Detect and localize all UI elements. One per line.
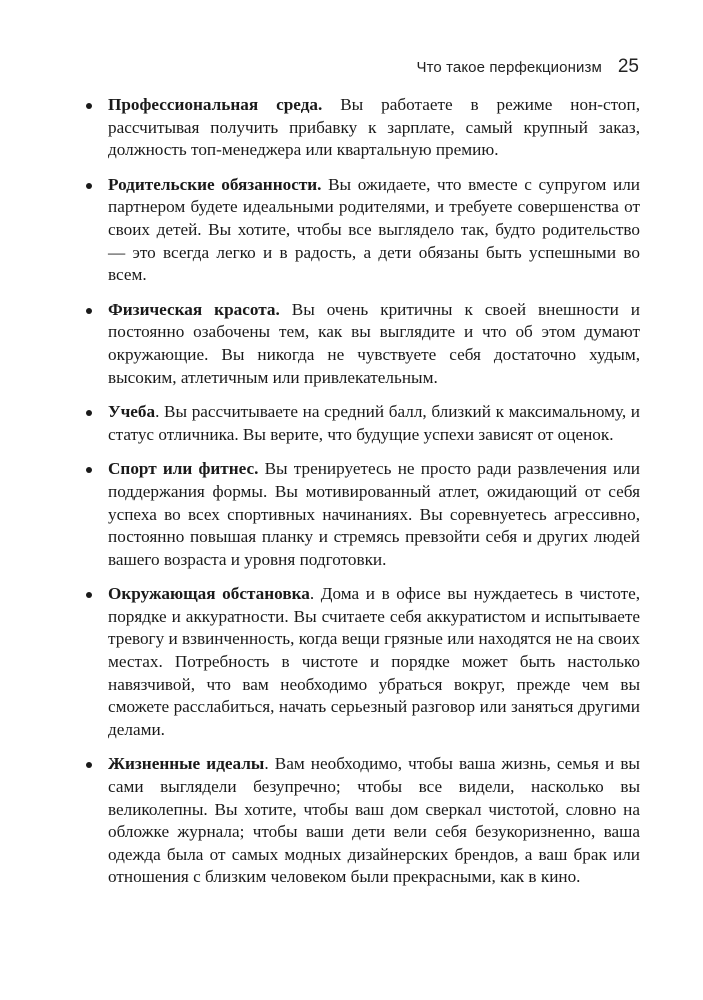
item-term: Окружающая обстановка bbox=[108, 584, 310, 604]
page-number: 25 bbox=[617, 56, 639, 77]
list-item bbox=[84, 174, 640, 287]
item-term: Спорт или фитнес. bbox=[108, 459, 259, 479]
list-item bbox=[84, 583, 640, 741]
item-term: Физическая красота. bbox=[108, 299, 280, 319]
running-title: Что такое перфекционизм bbox=[416, 59, 602, 76]
item-text: . Вы рассчитываете на средний балл, близкий к максимальному, и статус отличника. Вы верите, что будущие успехи зависят от оценок. bbox=[108, 402, 640, 444]
item-text: Вы ожидаете, что вместе с супругом или партнером будете идеальными родителями, и требуете совершенства от своих детей. Вы хотите, чтобы все выглядело так, будто родительство — это всегда легко и в радость, а дети обязаны быть успешными во всем. bbox=[108, 174, 640, 285]
item-term: Родительские обязанности. bbox=[108, 174, 322, 194]
item-text: Вы тренируетесь не просто ради развлечения или поддержания формы. Вы мотивированный атлет, ожидающий от себя успеха во всех спортивных начинаниях. Вы соревнуетесь агрессивно, постоянно повышая планку и стремясь превзойти себя и других людей вашего возраста и уровня подготовки. bbox=[108, 459, 640, 569]
list-item bbox=[84, 401, 640, 446]
item-text: . Дома и в офисе вы нуждаетесь в чистоте, порядке и аккуратности. Вы считаете себя аккуратистом и испытываете тревогу и взвинченность, когда вещи грязные или находятся не на своих местах. Потребность в чистоте и порядке может быть настолько навязчивой, что вам необходимо убраться вокруг, прежде чем вы сможете расслабиться, начать серьезный разговор или заняться другими делами. bbox=[108, 584, 641, 739]
item-term: Учеба bbox=[108, 402, 156, 422]
item-text: Вы очень критичны к своей внешности и постоянно озабочены тем, как вы выглядите и что об этом думают окружающие. Вы никогда не чувствуете себя достаточно худым, высоким, атлетичным или привлекательным. bbox=[108, 299, 640, 387]
list-item bbox=[84, 753, 640, 889]
item-term: Жизненные идеалы bbox=[108, 754, 265, 774]
list-item bbox=[84, 94, 640, 162]
bullet-list bbox=[84, 94, 640, 889]
item-term: Профессиональная среда. bbox=[108, 95, 323, 114]
list-item bbox=[84, 299, 640, 389]
running-header bbox=[417, 56, 640, 78]
list-item bbox=[84, 458, 640, 571]
page-body bbox=[84, 94, 640, 901]
item-text: Вы работаете в режиме нон-стоп, рассчитывая получить прибавку к зарплате, самый крупный заказ, должность топ-менеджера или квартальную премию. bbox=[108, 95, 640, 160]
item-text: . Вам необходимо, чтобы ваша жизнь, семья и вы сами выглядели безупречно; чтобы все видели, насколько вы великолепны. Вы хотите, чтобы ваш дом сверкал чистотой, словно на обложке журнала; чтобы ваши дети вели себя безукоризненно, ваша одежда была от самых модных дизайнерских брендов, а ваш брак или отношения с близким человеком были прекрасными, как в кино. bbox=[108, 754, 640, 887]
